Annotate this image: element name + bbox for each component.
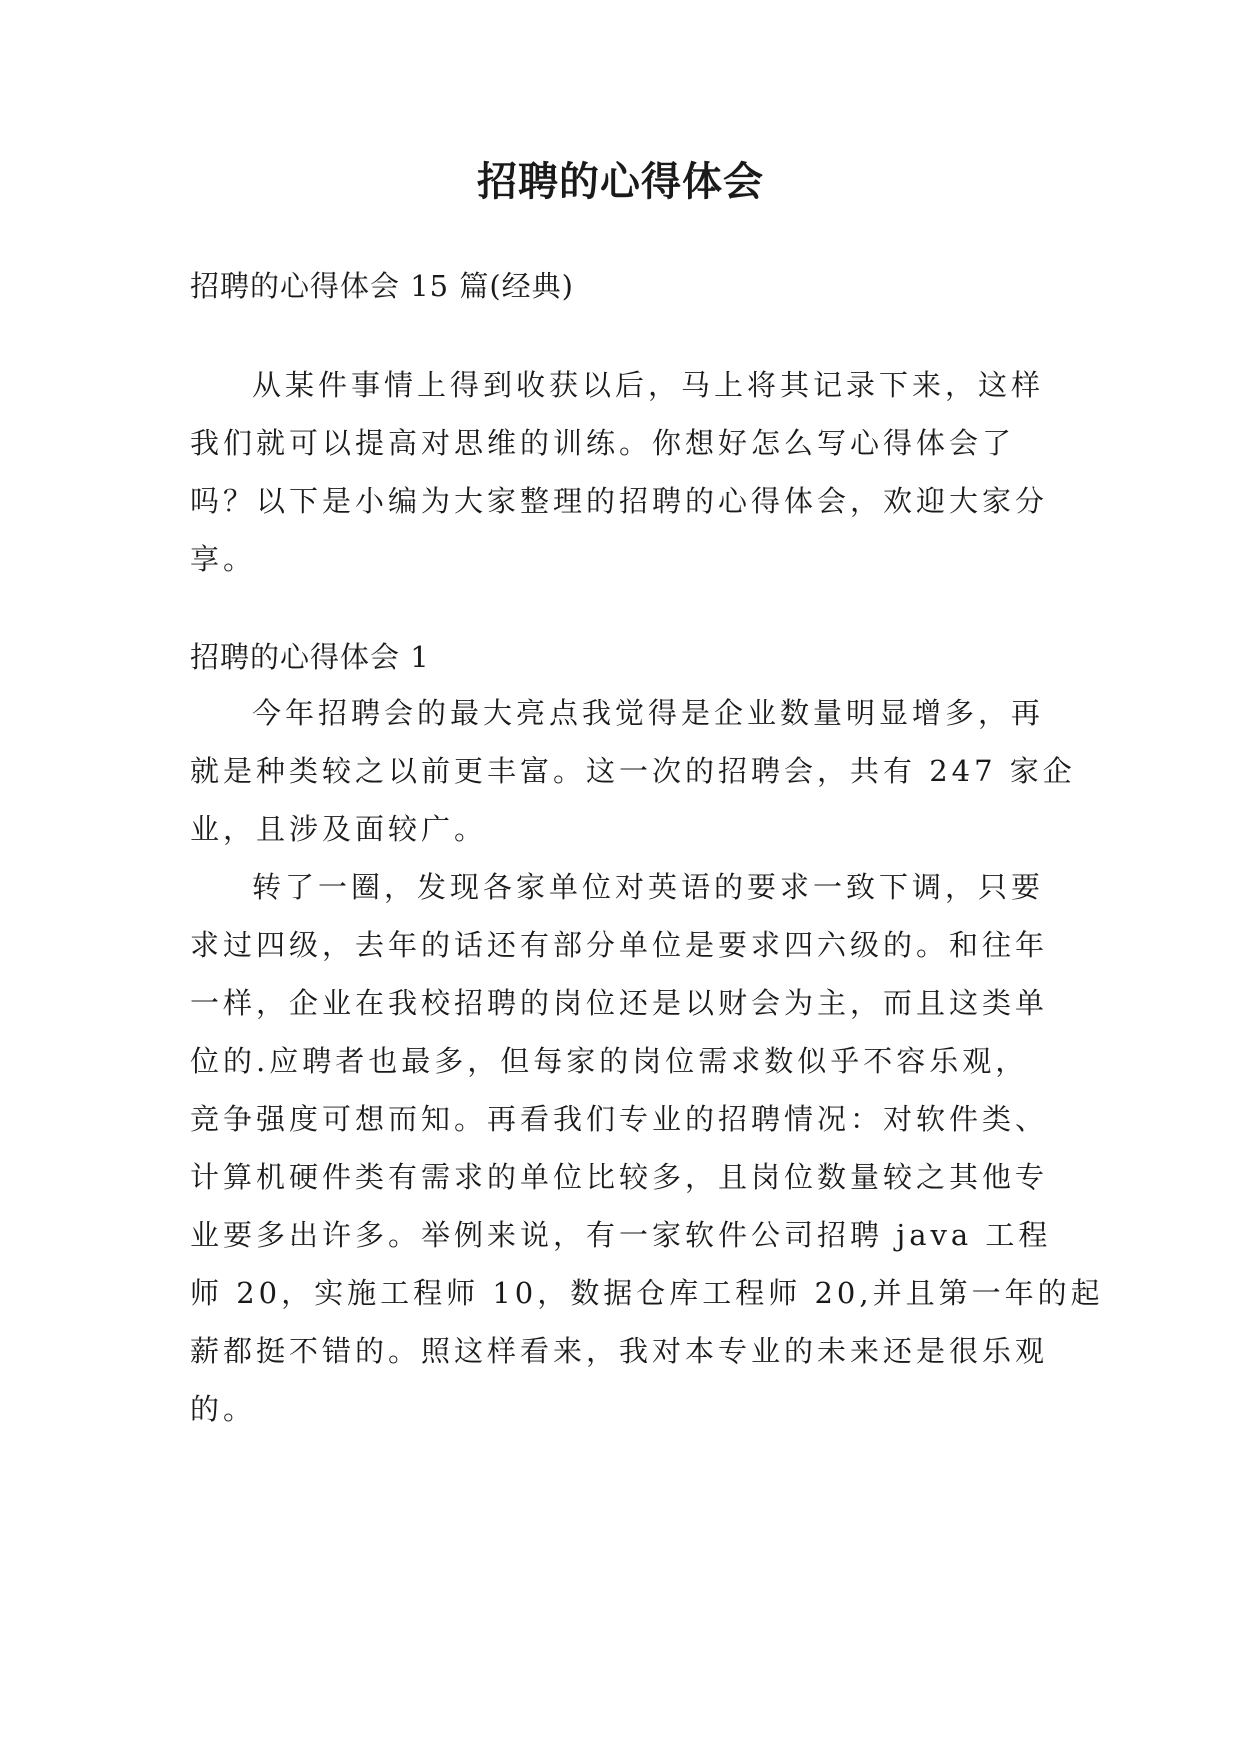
document-title: 招聘的心得体会 xyxy=(477,159,764,205)
body-line: 师 20，实施工程师 10，数据仓库工程师 20,并且第一年的起 xyxy=(190,1276,1104,1310)
body-line: 业，且涉及面较广。 xyxy=(190,812,488,846)
body-line: 计算机硬件类有需求的单位比较多，且岗位数量较之其他专 xyxy=(190,1160,1049,1194)
body-line: 就是种类较之以前更丰富。这一次的招聘会，共有 247 家企 xyxy=(190,754,1076,788)
intro-line: 从某件事情上得到收获以后，马上将其记录下来，这样 xyxy=(252,368,1045,402)
intro-line: 吗？以下是小编为大家整理的招聘的心得体会，欢迎大家分 xyxy=(190,484,1049,518)
body-line: 的。 xyxy=(190,1392,257,1426)
intro-line: 我们就可以提高对思维的训练。你想好怎么写心得体会了 xyxy=(190,426,1016,460)
body-line: 今年招聘会的最大亮点我觉得是企业数量明显增多，再 xyxy=(252,696,1045,730)
body-line: 转了一圈，发现各家单位对英语的要求一致下调，只要 xyxy=(252,870,1045,904)
body-line: 一样，企业在我校招聘的岗位还是以财会为主，而且这类单 xyxy=(190,986,1049,1020)
intro-line: 享。 xyxy=(190,542,257,576)
document-subtitle: 招聘的心得体会 15 篇(经典) xyxy=(190,269,574,303)
section-heading: 招聘的心得体会 1 xyxy=(190,640,430,674)
body-line: 业要多出许多。举例来说，有一家软件公司招聘 java 工程 xyxy=(190,1218,1052,1252)
body-line: 求过四级，去年的话还有部分单位是要求四六级的。和往年 xyxy=(190,928,1049,962)
body-line: 薪都挺不错的。照这样看来，我对本专业的未来还是很乐观 xyxy=(190,1334,1049,1368)
body-line: 竞争强度可想而知。再看我们专业的招聘情况：对软件类、 xyxy=(190,1102,1049,1136)
body-line: 位的.应聘者也最多，但每家的岗位需求数似乎不容乐观， xyxy=(190,1044,1029,1078)
